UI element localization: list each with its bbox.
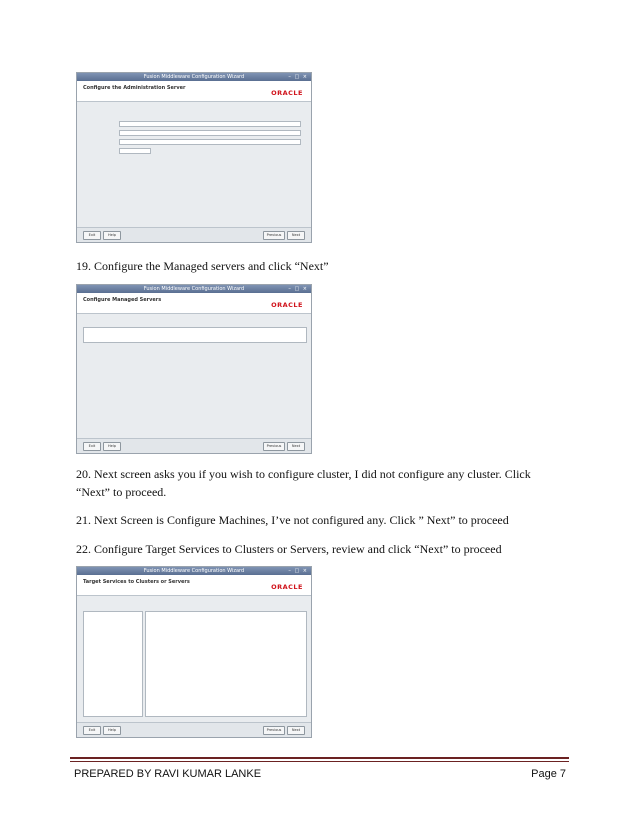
servers-table[interactable] — [83, 327, 307, 343]
ssl-port-field[interactable] — [119, 148, 151, 154]
step-19: 19. Configure the Managed servers and click “Next” — [76, 259, 329, 273]
footer-rule-thick — [70, 757, 569, 759]
step-20-line1: 20. Next screen asks you if you wish to configure cluster, I did not configure any cluster. Click — [76, 467, 531, 481]
screenshot-admin-server — [76, 72, 312, 243]
oracle-logo: ORACLE — [271, 301, 303, 309]
oracle-logo: ORACLE — [271, 89, 303, 97]
screenshot-managed-servers — [76, 284, 312, 454]
exit-button[interactable]: Exit — [83, 231, 101, 240]
next-button[interactable]: Next — [287, 231, 305, 240]
listen-port-field[interactable] — [119, 139, 301, 145]
next-button[interactable]: Next — [287, 442, 305, 451]
window-controls[interactable]: – □ × — [288, 286, 308, 292]
page-number: Page 7 — [531, 768, 566, 780]
window-controls[interactable]: – □ × — [288, 74, 308, 80]
page-title: Configure Managed Servers — [83, 297, 162, 303]
listen-address-field[interactable] — [119, 130, 301, 136]
help-button[interactable]: Help — [103, 231, 121, 240]
step-20-line2: “Next” to proceed. — [76, 485, 167, 499]
step-22: 22. Configure Target Services to Clusters or Servers, review and click “Next” to proceed — [76, 542, 502, 556]
exit-button[interactable]: Exit — [83, 442, 101, 451]
wizard-header — [77, 575, 311, 596]
wizard-header — [77, 293, 311, 314]
footer-author: PREPARED BY RAVI KUMAR LANKE — [74, 768, 262, 780]
window-titlebar: Fusion Middleware Configuration Wizard – □ × — [77, 73, 311, 81]
previous-button[interactable]: Previous — [263, 726, 285, 735]
window-controls[interactable]: – □ × — [288, 568, 308, 574]
help-button[interactable]: Help — [103, 442, 121, 451]
wizard-footer — [77, 722, 311, 737]
exit-button[interactable]: Exit — [83, 726, 101, 735]
footer-rule-thin — [70, 761, 569, 762]
previous-button[interactable]: Previous — [263, 442, 285, 451]
next-button[interactable]: Next — [287, 726, 305, 735]
page-title: Configure the Administration Server — [83, 85, 186, 91]
previous-button[interactable]: Previous — [263, 231, 285, 240]
window-titlebar: Fusion Middleware Configuration Wizard – □ × — [77, 285, 311, 293]
wizard-header — [77, 81, 311, 102]
wizard-footer — [77, 227, 311, 242]
screenshot-target-services — [76, 566, 312, 738]
page-title: Target Services to Clusters or Servers — [83, 579, 190, 585]
name-field[interactable] — [119, 121, 301, 127]
target-tree[interactable] — [83, 611, 143, 717]
help-button[interactable]: Help — [103, 726, 121, 735]
services-tree[interactable] — [145, 611, 307, 717]
window-titlebar: Fusion Middleware Configuration Wizard – □ × — [77, 567, 311, 575]
wizard-footer — [77, 438, 311, 453]
step-21: 21. Next Screen is Configure Machines, I’ve not configured any. Click ” Next” to proceed — [76, 513, 509, 527]
oracle-logo: ORACLE — [271, 583, 303, 591]
